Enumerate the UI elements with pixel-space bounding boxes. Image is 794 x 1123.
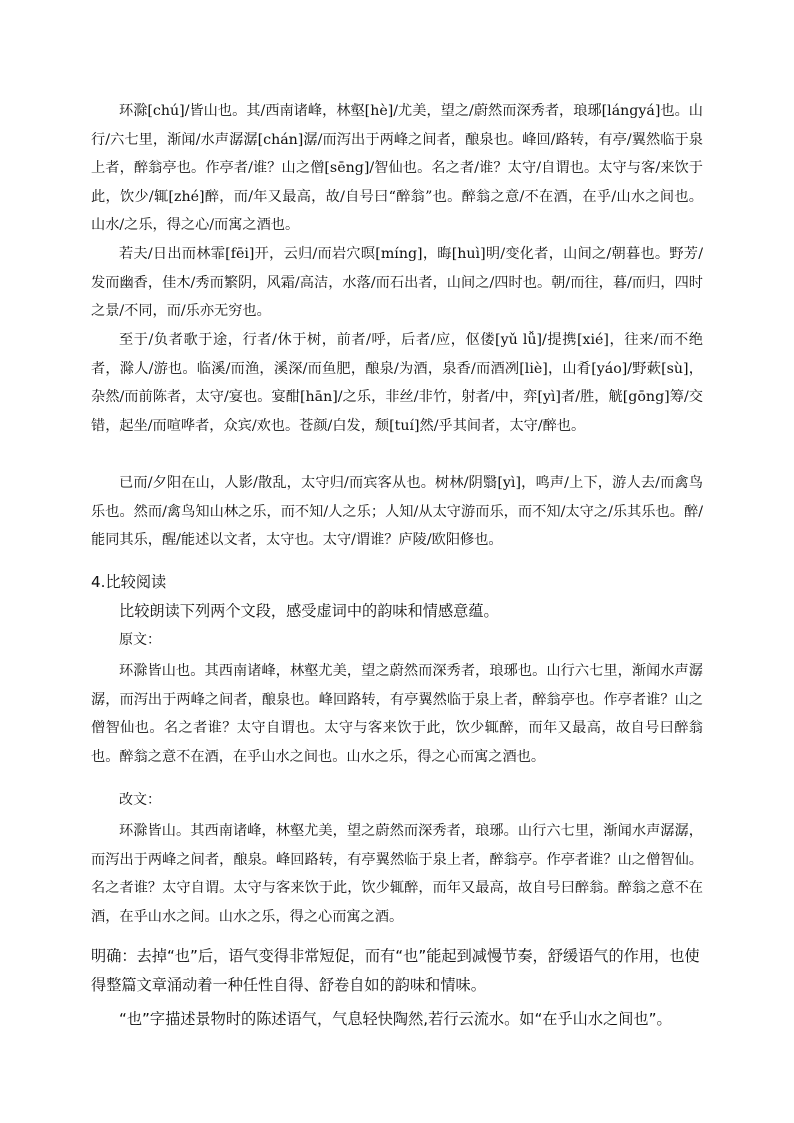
section-intro: 比较朗读下列两个文段，感受虚词中的韵味和情感意蕴。 <box>119 602 499 620</box>
annotated-paragraph-2: 若夫/日出而林霏[fēi]开，云归/而岩穴暝[míng]，晦[huì]明/变化者，山间之/朝暮也。野芳/发而幽香，佳木/秀而繁阴，风霜/高洁，水落/而石出者，山间之/四时也。朝/而往，暮/而归，四时之景/不同，而/乐亦无穷也。 <box>91 246 703 319</box>
note-paragraph: “也”字描述景物时的陈述语气，气息轻快陶然,若行云流水。如“在乎山水之间也”。 <box>119 1010 672 1028</box>
annotated-paragraph-3: 至于/负者歌于途，行者/休于树，前者/呼，后者/应，伛偻[yǔ lǚ]/提携[xié]，往来/而不绝者，滁人/游也。临溪/而渔，溪深/而鱼肥，酿泉/为酒，泉香/而酒冽[liè]，山肴[yáo]/野蔌[sù]，杂然/而前陈者，太守/宴也。宴酣[hān]/之乐，非丝/非竹，射者/中，弈[yì]者/胜，觥[gōng]筹/交错，起坐/而喧哗者，众宾/欢也。苍颜/白发，颓[tuí]然/乎其间者，太守/醉也。 <box>91 332 703 434</box>
original-text-label: 原文： <box>119 632 161 648</box>
revised-text: 环滁皆山。其西南诸峰，林壑尤美，望之蔚然而深秀者，琅琊。山行六七里，渐闻水声潺潺，而泻出于两峰之间者，酿泉。峰回路转，有亭翼然临于泉上者，醉翁亭。作亭者谁？山之僧智仙。名之者谁？太守自谓。太守与客来饮于此，饮少辄醉，而年又最高，故自号曰醉翁。醉翁之意不在酒，在乎山水之间。山水之乐，得之心而寓之酒。 <box>91 823 703 925</box>
revised-text-label: 改文： <box>119 792 161 808</box>
annotated-paragraph-1: 环滁[chú]/皆山也。其/西南诸峰，林壑[hè]/尤美，望之/蔚然而深秀者，琅琊[lángyá]也。山行/六七里，渐闻/水声潺潺[chán]潺/而泻出于两峰之间者，酿泉也。峰回/路转，有亭/翼然临于泉上者，醉翁亭也。作亭者/谁？山之僧[sēng]/智仙也。名之者/谁？太守/自谓也。太守与客/来饮于此，饮少/辄[zhé]醉，而/年又最高，故/自号曰“醉翁”也。醉翁之意/不在酒，在乎/山水之间也。山水/之乐，得之心/而寓之酒也。 <box>91 103 703 233</box>
original-text: 环滁皆山也。其西南诸峰，林壑尤美，望之蔚然而深秀者，琅琊也。山行六七里，渐闻水声潺潺，而泻出于两峰之间者，酿泉也。峰回路转，有亭翼然临于泉上者，醉翁亭也。作亭者谁？山之僧智仙也。名之者谁？太守自谓也。太守与客来饮于此，饮少辄醉，而年又最高，故自号曰醉翁也。醉翁之意不在酒，在乎山水之间也。山水之乐，得之心而寓之酒也。 <box>91 663 703 765</box>
annotated-paragraph-4: 已而/夕阳在山，人影/散乱，太守归/而宾客从也。树林/阴翳[yì]，鸣声/上下，游人去/而禽鸟乐也。然而/禽鸟知山林之乐，而不知/人之乐；人知/从太守游而乐，而不知/太守之/乐其乐也。醉/能同其乐，醒/能述以文者，太守也。太守/谓谁？庐陵/欧阳修也。 <box>91 475 703 548</box>
explanation-paragraph: 明确：去掉“也”后，语气变得非常短促，而有“也”能起到减慢节奏，舒缓语气的作用，也使得整篇文章涌动着一种任性自得、舒卷自如的韵味和情味。 <box>91 947 700 994</box>
section-heading: 4.比较阅读 <box>91 573 167 591</box>
